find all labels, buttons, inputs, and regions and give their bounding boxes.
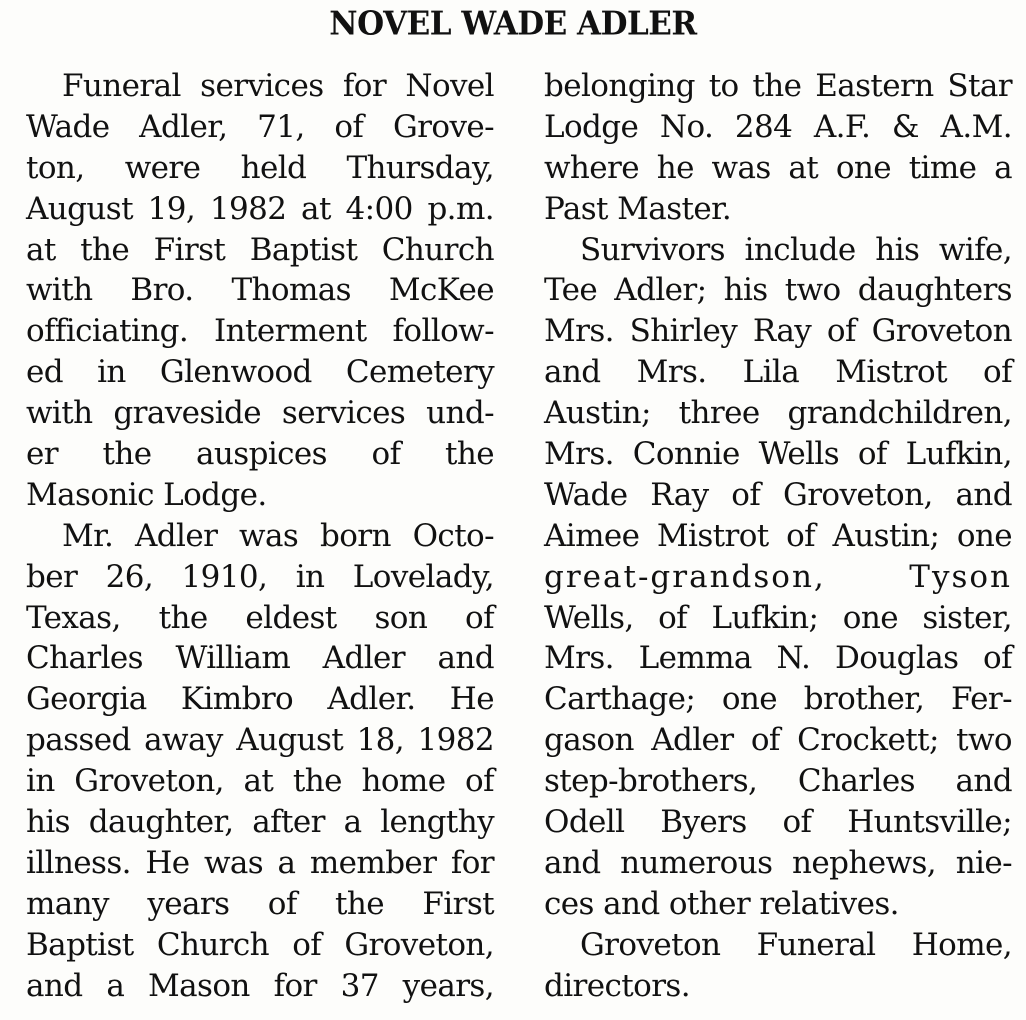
text-line: ed in Glenwood Cemetery	[26, 354, 494, 391]
text-line: Mr. Adler was born Octo-	[62, 517, 494, 554]
obituary-headline: NOVEL WADE ADLER	[329, 5, 697, 43]
text-line: ton, were held Thursday,	[26, 149, 494, 186]
text-line: in Groveton, at the home of	[26, 763, 494, 800]
text-line: and a Mason for 37 years,	[26, 967, 494, 1004]
text-line: Lodge No. 284 A.F. & A.M.	[544, 108, 1012, 145]
text-line: Carthage; one brother, Fer-	[544, 681, 1012, 718]
text-line: his daughter, after a lengthy	[26, 804, 494, 841]
text-line: Tee Adler; his two daughters	[544, 272, 1012, 309]
text-line: Masonic Lodge.	[26, 476, 267, 513]
text-line: Baptist Church of Groveton,	[26, 926, 494, 963]
text-line: at the First Baptist Church	[26, 231, 494, 268]
text-line: with graveside services und-	[26, 395, 494, 432]
text-line: Mrs. Shirley Ray of Groveton	[544, 313, 1012, 350]
text-line: and Mrs. Lila Mistrot of	[544, 354, 1012, 391]
right-text-column	[544, 66, 1012, 1006]
text-line: illness. He was a member for	[26, 844, 494, 881]
text-line: Mrs. Lemma N. Douglas of	[544, 640, 1012, 677]
text-line: many years of the First	[26, 885, 494, 922]
text-line: Survivors include his wife,	[580, 231, 1012, 268]
text-line: passed away August 18, 1982	[26, 722, 494, 759]
text-line: Austin; three grandchildren,	[544, 395, 1012, 432]
text-line: Aimee Mistrot of Austin; one	[544, 517, 1012, 554]
text-line: Mrs. Connie Wells of Lufkin,	[544, 436, 1012, 473]
text-line: ber 26, 1910, in Lovelady,	[26, 558, 494, 595]
text-line: Georgia Kimbro Adler. He	[26, 681, 494, 718]
text-line: Wells, of Lufkin; one sister,	[544, 599, 1012, 636]
text-line: Funeral services for Novel	[62, 68, 494, 104]
text-line: step-brothers, Charles and	[544, 763, 1012, 800]
text-line: with Bro. Thomas McKee	[26, 272, 494, 309]
text-line: where he was at one time a	[544, 149, 1012, 186]
text-line: Wade Ray of Groveton, and	[544, 476, 1012, 513]
text-line: and numerous nephews, nie-	[544, 844, 1012, 881]
text-line: Wade Adler, 71, of Grove-	[26, 108, 494, 145]
text-line: gason Adler of Crockett; two	[544, 722, 1012, 759]
text-line: great-grandson, Tyson	[544, 558, 1012, 595]
text-line: August 19, 1982 at 4:00 p.m.	[26, 190, 494, 227]
text-line: ces and other relatives.	[544, 885, 899, 922]
text-line: officiating. Interment follow-	[26, 313, 494, 350]
text-line: Odell Byers of Huntsville;	[544, 804, 1012, 841]
text-line: Charles William Adler and	[26, 640, 494, 677]
text-line: directors.	[544, 967, 690, 1004]
text-line: belonging to the Eastern Star	[544, 68, 1012, 104]
text-line: Texas, the eldest son of	[26, 599, 494, 636]
left-text-column	[26, 66, 494, 1006]
text-line: Past Master.	[544, 190, 732, 227]
text-line: er the auspices of the	[26, 436, 494, 473]
text-line: Groveton Funeral Home,	[580, 926, 1012, 963]
